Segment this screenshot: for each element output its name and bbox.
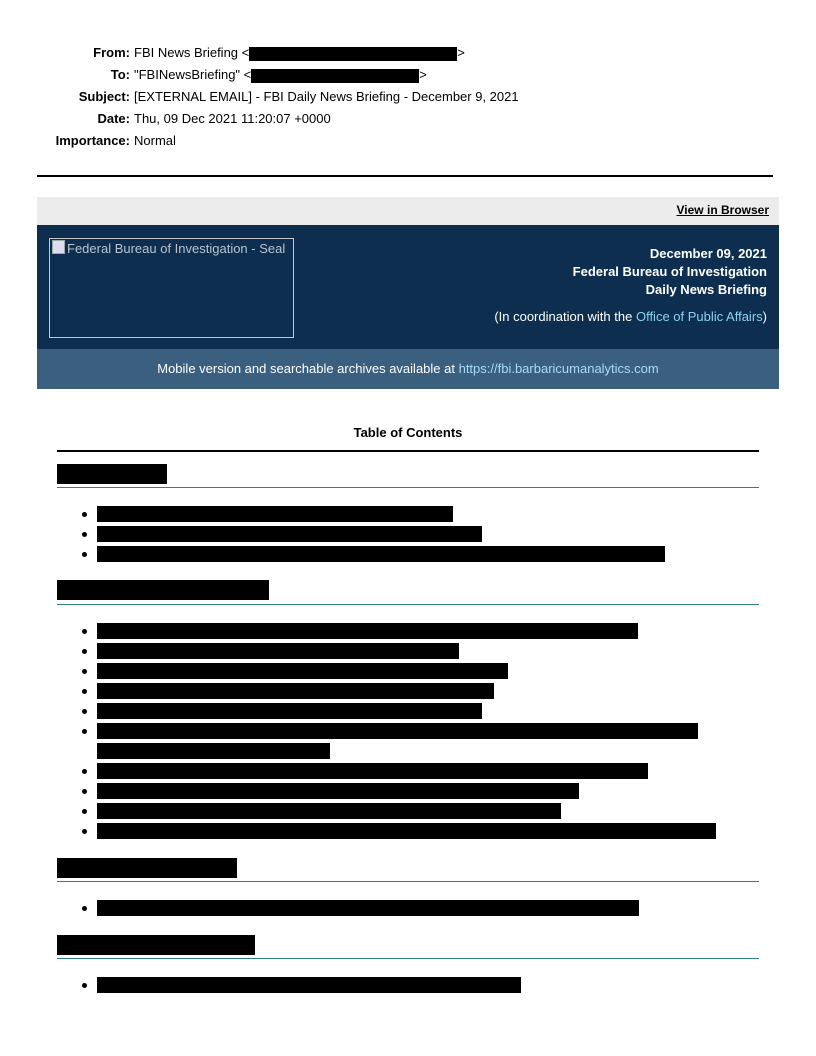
- mobile-archive-bar: [37, 349, 779, 389]
- briefing-org: Federal Bureau of Investigation: [572, 264, 767, 279]
- redacted-email: [251, 69, 419, 83]
- date-value: Thu, 09 Dec 2021 11:20:07 +0000: [134, 111, 331, 126]
- browser-bar: [37, 197, 779, 225]
- redacted-toc-item[interactable]: [97, 763, 648, 779]
- redacted-toc-item[interactable]: [97, 977, 521, 993]
- coord-prefix: (In coordination with the: [494, 309, 636, 324]
- bullet: [82, 689, 87, 694]
- from-label: From:: [93, 45, 130, 60]
- broken-image-icon: [52, 240, 65, 254]
- bullet: [82, 829, 87, 834]
- to-label: To:: [110, 67, 130, 82]
- redacted-toc-item[interactable]: [97, 623, 638, 639]
- bullet: [82, 769, 87, 774]
- bullet: [82, 669, 87, 674]
- importance-value: Normal: [134, 133, 176, 148]
- briefing-date: December 09, 2021: [649, 246, 767, 261]
- section-divider: [57, 604, 759, 605]
- from-name: FBI News Briefing <: [134, 45, 250, 60]
- redacted-toc-item[interactable]: [97, 506, 453, 522]
- to-name: "FBINewsBriefing" <: [134, 67, 252, 82]
- section-divider: [57, 487, 759, 488]
- fbi-seal-image: [49, 238, 294, 338]
- redacted-toc-item[interactable]: [97, 663, 508, 679]
- redacted-toc-item[interactable]: [97, 683, 494, 699]
- redacted-toc-item[interactable]: [97, 526, 482, 542]
- coord-suffix: ): [762, 309, 767, 324]
- bullet: [82, 709, 87, 714]
- office-public-affairs-link[interactable]: Office of Public Affairs: [635, 309, 763, 324]
- redacted-section-heading: [57, 464, 167, 484]
- bullet: [82, 729, 87, 734]
- bullet: [82, 552, 87, 557]
- mobile-text: Mobile version and searchable archives available at: [157, 361, 459, 376]
- archive-link[interactable]: https://fbi.barbaricumanalytics.com: [458, 361, 659, 376]
- redacted-toc-item[interactable]: [97, 643, 459, 659]
- to-value: [134, 67, 427, 83]
- bullet: [82, 809, 87, 814]
- redacted-toc-item[interactable]: [97, 803, 561, 819]
- redacted-section-heading: [57, 858, 237, 878]
- from-close: >: [457, 45, 465, 60]
- redacted-toc-item-continuation[interactable]: [97, 743, 330, 759]
- redacted-section-heading: [57, 580, 269, 600]
- redacted-toc-item[interactable]: [97, 900, 639, 916]
- redacted-email: [249, 47, 457, 61]
- bullet: [82, 789, 87, 794]
- to-close: >: [419, 67, 427, 82]
- bullet: [82, 649, 87, 654]
- header-divider: [37, 175, 773, 177]
- bullet: [82, 983, 87, 988]
- subject-label: Subject:: [78, 89, 130, 104]
- bullet: [82, 906, 87, 911]
- bullet: [82, 532, 87, 537]
- section-divider: [57, 881, 759, 882]
- view-in-browser-link[interactable]: View in Browser: [676, 203, 769, 217]
- redacted-toc-item[interactable]: [97, 823, 716, 839]
- bullet: [82, 629, 87, 634]
- seal-alt-text: [52, 240, 288, 257]
- importance-label: Importance:: [55, 133, 130, 148]
- bullet: [82, 512, 87, 517]
- subject-value: [EXTERNAL EMAIL] - FBI Daily News Briefing - December 9, 2021: [134, 89, 519, 104]
- redacted-toc-item[interactable]: [97, 723, 698, 739]
- coordination-note: [494, 309, 767, 324]
- redacted-toc-item[interactable]: [97, 703, 482, 719]
- toc-divider: [57, 450, 759, 452]
- redacted-toc-item[interactable]: [97, 546, 665, 562]
- section-divider: [57, 958, 759, 959]
- briefing-banner: [37, 225, 779, 349]
- seal-alt-label: Federal Bureau of Investigation - Seal: [67, 241, 286, 256]
- toc-title: Table of Contents: [353, 425, 463, 440]
- date-label: Date:: [97, 111, 130, 126]
- banner-heading: [573, 245, 767, 299]
- briefing-title: Daily News Briefing: [645, 282, 767, 297]
- redacted-section-heading: [57, 935, 255, 955]
- redacted-toc-item[interactable]: [97, 783, 579, 799]
- from-value: [134, 45, 465, 61]
